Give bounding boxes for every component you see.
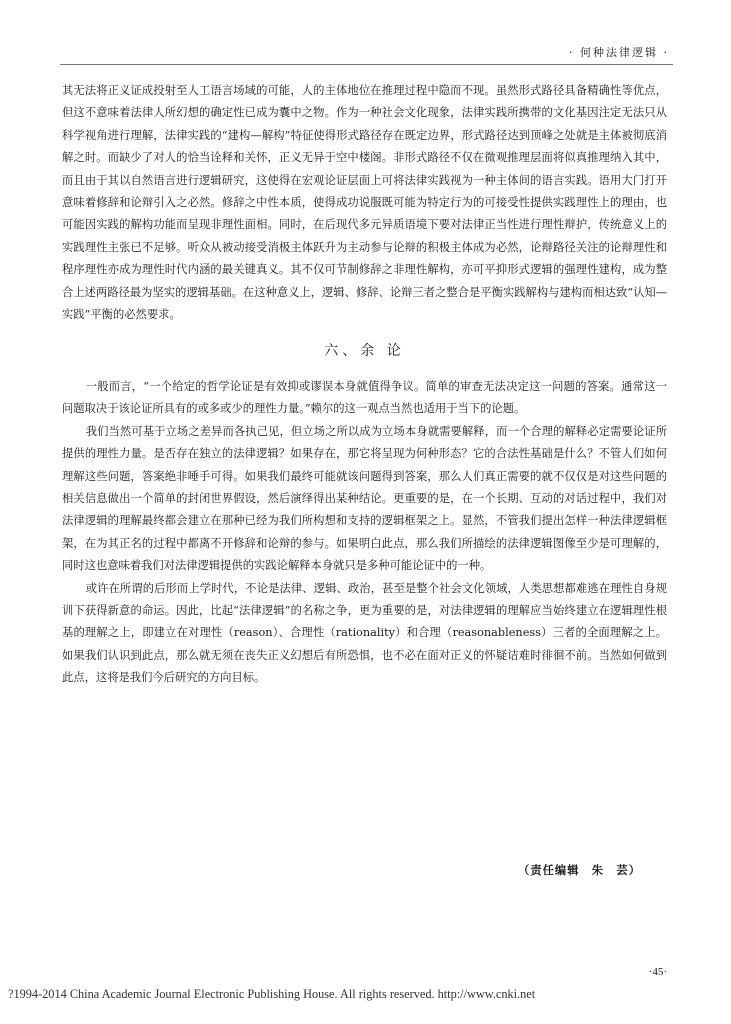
section-heading: 六、余 论 <box>324 343 405 360</box>
continued-paragraph: 其无法将正义证成投射至人工语言场域的可能，人的主体地位在推理过程中隐而不现。虽然形式路径具备精确性等优点，但这不意味着法律人所幻想的确定性已成为囊中之物。作为一种社会文化现象，法律实践所携带的文化基因注定无法只从科学视角进行理解，法律实践的“建构—解构”特征使得形式路径存在既定边界，形式路径达到顶峰之处就是主体被彻底消解之时。而缺少了对人的恰当诠释和关怀，正义无异于空中楼阁。非形式路径不仅在微观推理层面将似真推理纳入其中，而且由于其以自然语言进行逻辑研究，这使得在宏观论证层面上可将法律实践视为一种主体间的语言实践。语用大门打开意味着修辞和论辩引入之必然。修辞之中性本质，使得成功说服既可能为特定行为的可接受性提供实践理性上的理由，也可能因实践的解构功能而呈现非理性面相。同时，在后现代多元异质语境下要对法律正当性进行理性辩护，传统意义上的实践理性主张已不足够。听众从被动接受消极主体跃升为主动参与论辩的积极主体成为必然，论辩路径关注的论辩理性和程序理性亦成为理性时代内涵的最关键真义。其不仅可节制修辞之非理性解构，亦可平抑形式逻辑的强理性建构，成为整合上述两路径最为坚实的逻辑基础。在这种意义上，逻辑、修辞、论辩三者之整合是平衡实践解构与建构而相达致“认知—实践”平衡的必然要求。 <box>62 84 667 322</box>
page-number: ·45· <box>648 966 667 978</box>
running-header: · 何种法律逻辑 · <box>569 46 669 59</box>
paragraph-2: 我们当然可基于立场之差异而各执己见，但立场之所以成为立场本身就需要解释，而一个合理的解释必定需要论证所提供的理性力量。是否存在独立的法律逻辑？如果存在，那它将呈现为何种形态？它的合法性基础是什么？不管人们如何理解这些问题，答案绝非唾手可得。如果我们最终可能就该问题得到答案，那么人们真正需要的就不仅仅是对这些问题的相关信息做出一个简单的封闭世界假设，然后演绎得出某种结论。更重要的是，在一个长期、互动的对话过程中，我们对法律逻辑的理解最终都会建立在那种已经为我们所构想和支持的逻辑框架之上。显然，不管我们提出怎样一种法律逻辑框架，在为其正名的过程中都离不开修辞和论辩的参与。如果明白此点，那么我们所描绘的法律逻辑图像至少是可理解的，同时这也意味着我们对法律逻辑提供的实践论解释本身就只是多种可能论证中的一种。 <box>62 424 667 573</box>
paragraph-3: 或许在所谓的后形而上学时代，不论是法律、逻辑、政治，甚至是整个社会文化领域，人类思想都难逃在理性自身规训下获得新意的命运。因此，比起“法律逻辑”的名称之争，更为重要的是，对法律逻辑的理解应当始终建立在逻辑理性根基的理解之上，即建立在对理性（reason）、合理性（rationality）和合理（reasonableness）三者的全面理解之上。如果我们认识到此点，那么就无须在丧失正义幻想后有所恐惧，也不必在面对正义的怀疑诘难时徘徊不前。当然如何做到此点，这将是我们今后研究的方向目标。 <box>62 581 667 685</box>
paragraph-1: 一般而言，“一个给定的哲学论证是有效抑或谬误本身就值得争议。简单的审查无法决定这一问题的答案。通常这一问题取决于该论证所具有的或多或少的理性力量。”赖尔的这一观点当然也适用于当下的论题。 <box>62 379 667 416</box>
article-body <box>62 80 667 690</box>
header-rule <box>60 64 673 65</box>
editor-note: （责任编辑 朱 芸） <box>518 864 641 877</box>
footer-copyright: ?1994-2014 China Academic Journal Electronic Publishing House. All rights reserved. http://www.cnki.net <box>8 987 536 1001</box>
